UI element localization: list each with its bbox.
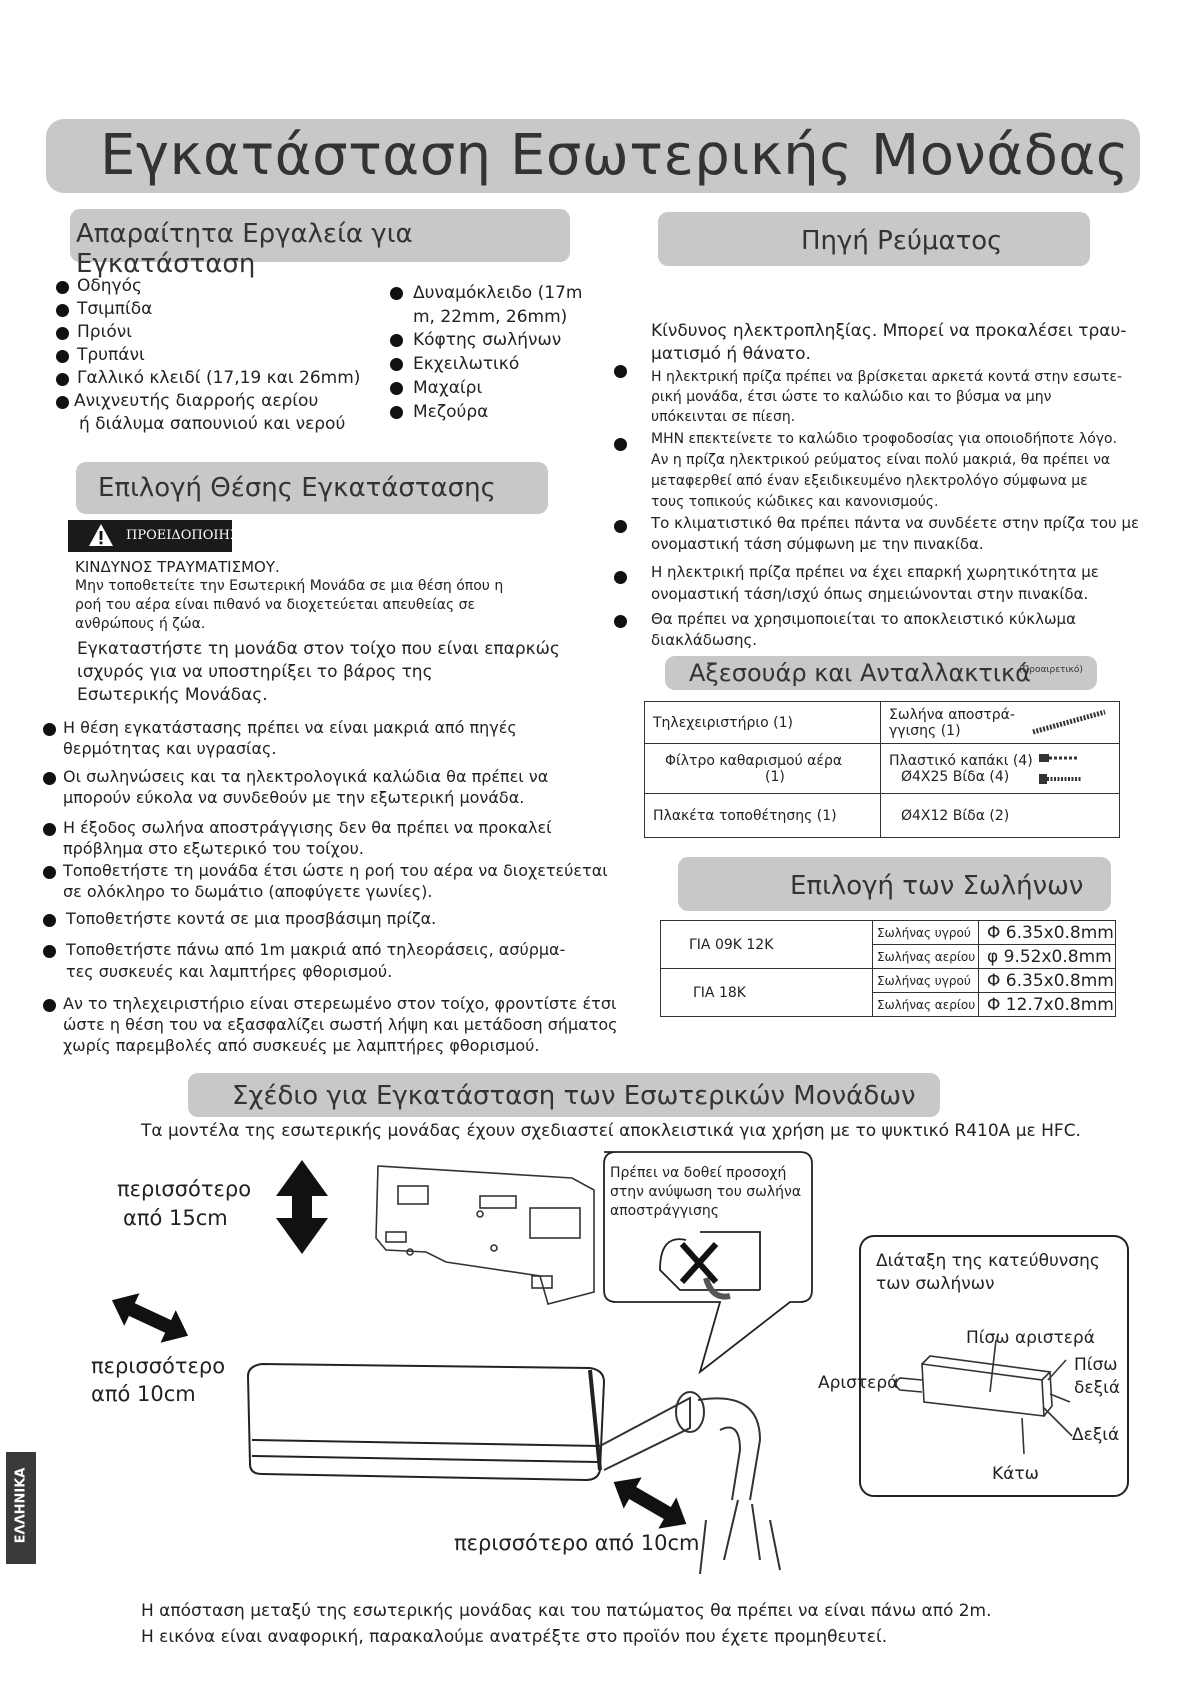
footer-note: Η εικόνα είναι αναφορική, παρακαλούμε ανατρέξτε στο προϊόν που έχετε προμηθευτεί. <box>141 1627 888 1647</box>
clearance-above-label: περισσότερο <box>117 1177 252 1201</box>
wall-line: Εσωτερικής Μονάδας. <box>77 685 268 705</box>
callout-line: Πρέπει να δοθεί προσοχή <box>610 1165 787 1181</box>
wall-line: ισχυρός για να υποστηρίξει το βάρος της <box>77 662 433 682</box>
table-cell: Φίλτρο καθαρισμού αέρα (1) <box>645 744 881 794</box>
table-cell: Πλαστικό καπάκι (4) Ø4X25 Βίδα (4) <box>881 744 1120 794</box>
list-item: ΜΗΝ επεκτείνετε το καλώδιο τροφοδοσίας για οποιοδήποτε λόγο. <box>651 431 1118 447</box>
diagonal-arrow-icon <box>605 1466 696 1539</box>
direction-left: Αριστερά <box>818 1373 899 1393</box>
list-item: Πριόνι <box>77 322 132 342</box>
table-cell: Πλακέτα τοποθέτησης (1) <box>645 794 881 838</box>
list-item-cont: ή διάλυμα σαπουνιού και νερού <box>79 414 346 434</box>
danger-line: ροή του αέρα είναι πιθανό να διοχετεύεται απευθείας σε <box>75 597 476 613</box>
table-cell: Φ 6.35x0.8mm <box>979 921 1116 945</box>
language-tab-label: ΕΛΛΗΝΙΚΑ <box>13 1467 29 1544</box>
list-item: Τρυπάνι <box>77 345 145 365</box>
list-item: Τοποθετήστε κοντά σε μια προσβάσιμη πρίζα. <box>66 909 437 928</box>
clearance-right-label: περισσότερο από 10cm <box>454 1531 700 1555</box>
table-cell: Σωλήνας υγρού <box>873 921 979 945</box>
diagonal-arrow-icon <box>104 1284 195 1352</box>
table-cell: Σωλήνας αερίου <box>873 945 979 969</box>
direction-down: Κάτω <box>992 1464 1039 1484</box>
direction-back-left: Πίσω αριστερά <box>966 1328 1095 1348</box>
table-cell: Σωλήνα αποστρά- γγισης (1) <box>881 702 1120 744</box>
language-tab <box>6 1452 36 1564</box>
list-item: Κόφτης σωλήνων <box>413 330 562 350</box>
list-item: Η ηλεκτρική πρίζα πρέπει να βρίσκεται αρκετά κοντά στην εσωτε- <box>651 369 1123 385</box>
list-item: Θα πρέπει να χρησιμοποιείται το αποκλειστικό κύκλωμα <box>651 610 1076 628</box>
list-item: Μαχαίρι <box>413 378 483 398</box>
list-item-cont: τους τοπικούς κώδικες και κανονισμούς. <box>651 494 939 510</box>
list-item-cont: τες συσκευές και λαμπτήρες φθορισμού. <box>66 962 393 981</box>
table-cell: ΓΙΑ 09K 12K <box>661 921 873 969</box>
mounting-plate-icon <box>376 1166 594 1304</box>
pipe-direction-icon <box>896 1340 1072 1454</box>
list-item-cont: ονομαστική τάση σύμφωνη με την πινακίδα. <box>651 535 984 553</box>
direction-title: των σωλήνων <box>876 1274 995 1294</box>
power-heading: Πηγή Ρεύματος <box>801 226 1003 256</box>
page-title: Εγκατάσταση Εσωτερικής Μονάδας <box>100 123 1130 188</box>
power-intro: ματισμό ή θάνατο. <box>651 344 811 364</box>
list-item-cont: Αν η πρίζα ηλεκτρικού ρεύματος είναι πολύ μακριά, θα πρέπει να <box>651 452 1111 468</box>
warning-label: ΠΡΟΕΙΔΟΠΟΙΗΣΗ <box>126 528 251 543</box>
accessories-heading: Αξεσουάρ και Ανταλλακτικά <box>689 659 1031 687</box>
table-cell: Φ 6.35x0.8mm <box>979 969 1116 993</box>
list-item-cont: πρόβλημα στο εξωτερικό του τοίχου. <box>63 839 364 858</box>
table-cell: Φ 12.7x0.8mm <box>979 993 1116 1017</box>
vertical-arrow-icon <box>276 1160 328 1254</box>
plan-heading: Σχέδιο για Εγκατάσταση των Εσωτερικών Μονάδων <box>232 1081 916 1111</box>
danger-line: Μην τοποθετείτε την Εσωτερική Μονάδα σε μια θέση όπου η <box>75 578 504 594</box>
list-item: Τοποθετήστε πάνω από 1m μακριά από τηλεοράσεις, ασύρμα- <box>66 940 566 959</box>
list-item-cont: θερμότητας και υγρασίας. <box>63 739 277 758</box>
plan-subtitle: Τα μοντέλα της εσωτερικής μονάδας έχουν σχεδιαστεί αποκλειστικά για χρήση με το ψυκτικό R410A με HFC. <box>141 1121 1081 1141</box>
list-item-cont: m, 22mm, 26mm) <box>413 307 568 327</box>
table-cell: Τηλεχειριστήριο (1) <box>645 702 881 744</box>
list-item: Το κλιματιστικό θα πρέπει πάντα να συνδέετε στην πρίζα του με <box>651 514 1140 532</box>
wall-line: Εγκαταστήστε τη μονάδα στον τοίχο που είναι επαρκώς <box>77 639 560 659</box>
list-item: Η ηλεκτρική πρίζα πρέπει να έχει επαρκή χωρητικότητα με <box>651 563 1099 581</box>
list-item: Μεζούρα <box>413 402 489 422</box>
callout-line: αποστράγγισης <box>610 1203 719 1219</box>
list-item: Η έξοδος σωλήνα αποστράγγισης δεν θα πρέπει να προκαλεί <box>63 818 552 837</box>
table-cell: Ø4X12 Βίδα (2) <box>881 794 1120 838</box>
list-item: Οδηγός <box>77 276 142 296</box>
list-item: Αν το τηλεχειριστήριο είναι στερεωμένο στον τοίχο, φροντίστε έτσι <box>63 994 617 1013</box>
clearance-side-label: από 10cm <box>91 1382 196 1406</box>
list-item-cont: υπόκεινται σε πίεση. <box>651 409 796 425</box>
list-item: Τοποθετήστε τη μονάδα έτσι ώστε η ροή του αέρα να διοχετεύεται <box>63 861 608 880</box>
list-item-cont: ονομαστική τάση/ισχύ όπως σημειώνονται στην πινακίδα. <box>651 585 1089 603</box>
direction-title: Διάταξη της κατεύθυνσης <box>876 1251 1100 1271</box>
list-item: Η θέση εγκατάστασης πρέπει να είναι μακριά από πηγές <box>63 718 517 737</box>
indoor-unit-icon <box>248 1364 604 1480</box>
list-item-cont: χωρίς παρεμβολές από συσκευές με λαμπτήρες φθορισμού. <box>63 1036 540 1055</box>
callout-line: στην ανύψωση του σωλήνα <box>610 1184 802 1200</box>
accessories-optional: (Προαιρετικό) <box>1019 665 1083 675</box>
list-item: Οι σωληνώσεις και τα ηλεκτρολογικά καλώδια θα πρέπει να <box>63 767 549 786</box>
table-cell: φ 9.52x0.8mm <box>979 945 1116 969</box>
table-cell: ΓΙΑ 18K <box>661 969 873 1017</box>
list-item-cont: μεταφερθεί από έναν εξειδικευμένο ηλεκτρολόγο σύμφωνα με <box>651 473 1088 489</box>
list-item-cont: ρική μονάδα, έτσι ώστε το καλώδιο και το βύσμα να μην <box>651 389 1052 405</box>
table-cell: Σωλήνας υγρού <box>873 969 979 993</box>
direction-back-right: δεξιά <box>1074 1378 1121 1398</box>
list-item: Δυναμόκλειδο (17m <box>413 283 583 303</box>
power-intro: Κίνδυνος ηλεκτροπληξίας. Μπορεί να προκαλέσει τραυ- <box>651 321 1127 341</box>
list-item-cont: μπορούν εύκολα να συνδεθούν με την εξωτερική μονάδα. <box>63 788 525 807</box>
tools-heading: Απαραίτητα Εργαλεία για Εγκατάσταση <box>76 219 413 279</box>
list-item-cont: διακλάδωσης. <box>651 631 758 649</box>
list-item-cont: σε ολόκληρο το δωμάτιο (αποφύγετε γωνίες). <box>63 882 433 901</box>
pipes-heading: Επιλογή των Σωλήνων <box>790 871 1084 901</box>
danger-line: ανθρώπους ή ζώα. <box>75 616 206 632</box>
list-item-cont: ώστε η θέση του να εξασφαλίζει σωστή λήψη και μετάδοση σήματος <box>63 1015 618 1034</box>
list-item: Ανιχνευτής διαρροής αερίου <box>74 391 319 411</box>
clearance-side-label: περισσότερο <box>91 1354 226 1378</box>
site-heading: Επιλογή Θέσης Εγκατάστασης <box>98 473 496 503</box>
list-item: Τσιμπίδα <box>77 299 153 319</box>
direction-right: Δεξιά <box>1072 1425 1120 1445</box>
table-cell: Σωλήνας αερίου <box>873 993 979 1017</box>
list-item: Γαλλικό κλειδί (17,19 και 26mm) <box>77 368 361 388</box>
direction-back-right: Πίσω <box>1074 1355 1118 1375</box>
list-item: Εκχειλωτικό <box>413 354 520 374</box>
clearance-above-label: από 15cm <box>123 1206 228 1230</box>
danger-title: ΚΙΝΔΥΝΟΣ ΤΡΑΥΜΑΤΙΣΜΟΥ. <box>75 558 280 576</box>
footer-note: Η απόσταση μεταξύ της εσωτερικής μονάδας και του πατώματος θα πρέπει να είναι πάνω από 2m. <box>141 1601 992 1621</box>
